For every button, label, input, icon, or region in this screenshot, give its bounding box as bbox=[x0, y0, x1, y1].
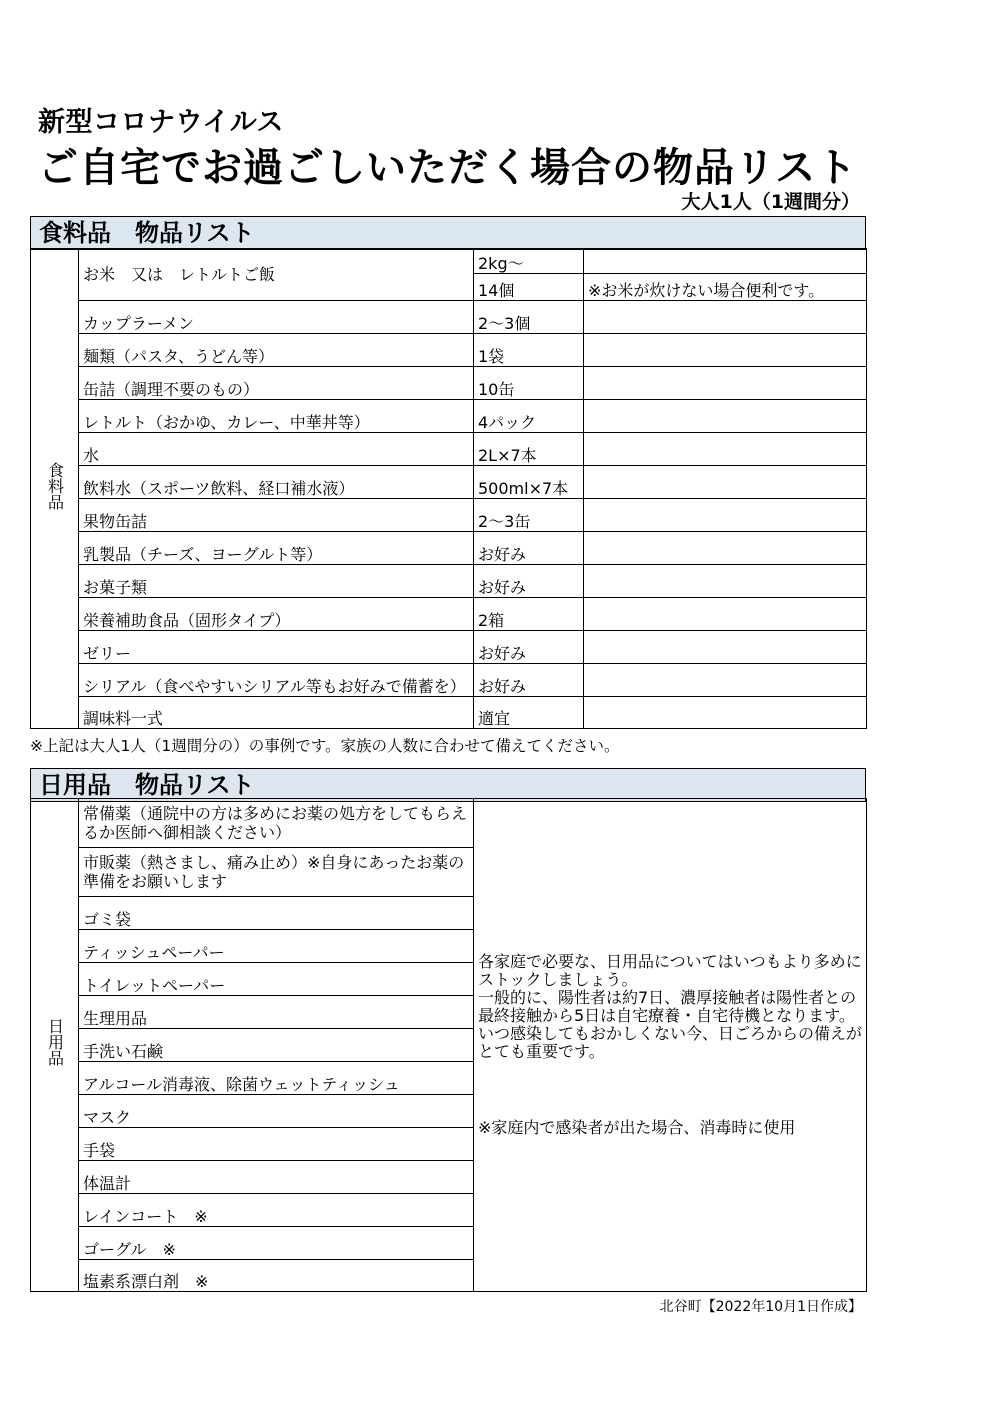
food-category-label bbox=[31, 249, 79, 729]
food-item-note bbox=[584, 301, 867, 334]
daily-category-text: 日用品 bbox=[45, 1018, 65, 1066]
food-item-qty: 14個 bbox=[474, 274, 584, 301]
food-item-name: 栄養補助食品（固形タイプ） bbox=[79, 598, 474, 631]
daily-shared-note bbox=[474, 799, 867, 1292]
food-item-note bbox=[584, 367, 867, 400]
food-item-qty: お好み bbox=[474, 532, 584, 565]
daily-category-label bbox=[31, 799, 79, 1292]
food-item-name: 麺類（パスタ、うどん等） bbox=[79, 334, 474, 367]
food-item-note bbox=[584, 631, 867, 664]
food-footnote: ※上記は大人1人（1週間分の）の事例です。家族の人数に合わせて備えてください。 bbox=[30, 737, 620, 755]
daily-item-name: レインコート ※ bbox=[79, 1194, 474, 1227]
food-item-qty: 2箱 bbox=[474, 598, 584, 631]
food-item-qty: 10缶 bbox=[474, 367, 584, 400]
food-item-qty: 1袋 bbox=[474, 334, 584, 367]
daily-item-name: 市販薬（熱さまし、痛み止め）※自身にあったお薬の準備をお願いします bbox=[79, 848, 474, 897]
food-item-name: カップラーメン bbox=[79, 301, 474, 334]
food-item-qty: 2L×7本 bbox=[474, 433, 584, 466]
food-item-name: ゼリー bbox=[79, 631, 474, 664]
daily-note-line: 一般的に、陽性者は約7日、濃厚接触者は陽性者との最終接触から5日は自宅療養・自宅待機となります。いつ感染してもおかしくない今、日ごろからの備えがとても重要です。 bbox=[478, 988, 863, 1061]
food-item-name: シリアル（食べやすいシリアル等もお好みで備蓄を） bbox=[79, 664, 474, 697]
food-section-heading: 食料品 物品リスト bbox=[30, 216, 866, 250]
daily-item-name: 塩素系漂白剤 ※ bbox=[79, 1260, 474, 1292]
daily-item-name: アルコール消毒液、除菌ウェットティッシュ bbox=[79, 1062, 474, 1095]
food-item-name: 飲料水（スポーツ飲料、経口補水液） bbox=[79, 466, 474, 499]
food-item-note bbox=[584, 249, 867, 274]
food-item-name: お菓子類 bbox=[79, 565, 474, 598]
daily-item-name: 体温計 bbox=[79, 1161, 474, 1194]
food-item-name: 水 bbox=[79, 433, 474, 466]
food-item-qty: 2～3缶 bbox=[474, 499, 584, 532]
food-item-note bbox=[584, 598, 867, 631]
daily-table bbox=[30, 798, 867, 1292]
food-item-name: 缶詰（調理不要のもの） bbox=[79, 367, 474, 400]
document-title: ご自宅でお過ごしいただく場合の物品リスト bbox=[38, 145, 858, 191]
food-item-note bbox=[584, 532, 867, 565]
daily-item-name: 常備薬（通院中の方は多めにお薬の処方をしてもらえるか医師へ御相談ください） bbox=[79, 799, 474, 848]
quantity-scope: 大人1人（1週間分） bbox=[681, 191, 860, 213]
food-item-note bbox=[584, 466, 867, 499]
food-item-qty: お好み bbox=[474, 565, 584, 598]
food-item-note: ※お米が炊けない場合便利です。 bbox=[584, 274, 867, 301]
food-item-qty: 適宜 bbox=[474, 697, 584, 729]
daily-item-name: 生理用品 bbox=[79, 996, 474, 1029]
food-item-note bbox=[584, 433, 867, 466]
food-item-note bbox=[584, 400, 867, 433]
food-item-name: お米 又は レトルトご飯 bbox=[79, 249, 474, 301]
food-item-name: 乳製品（チーズ、ヨーグルト等） bbox=[79, 532, 474, 565]
daily-item-name: マスク bbox=[79, 1095, 474, 1128]
food-item-qty: 4パック bbox=[474, 400, 584, 433]
food-item-qty: 2kg～ bbox=[474, 249, 584, 274]
daily-item-name: ゴーグル ※ bbox=[79, 1227, 474, 1260]
food-item-note bbox=[584, 697, 867, 729]
food-item-name: レトルト（おかゆ、カレー、中華丼等） bbox=[79, 400, 474, 433]
food-item-qty: お好み bbox=[474, 664, 584, 697]
food-item-qty: お好み bbox=[474, 631, 584, 664]
food-item-qty: 500ml×7本 bbox=[474, 466, 584, 499]
daily-item-name: 手洗い石鹸 bbox=[79, 1029, 474, 1062]
daily-item-name: ゴミ袋 bbox=[79, 897, 474, 930]
food-item-name: 果物缶詰 bbox=[79, 499, 474, 532]
daily-item-name: ティッシュペーパー bbox=[79, 930, 474, 963]
food-item-note bbox=[584, 565, 867, 598]
food-item-note bbox=[584, 664, 867, 697]
document-subtitle: 新型コロナウイルス bbox=[38, 107, 284, 138]
daily-section-heading: 日用品 物品リスト bbox=[30, 768, 866, 802]
daily-note-line: 各家庭で必要な、日用品についてはいつもより多めにストックしましょう。 bbox=[478, 952, 862, 989]
daily-item-name: トイレットペーパー bbox=[79, 963, 474, 996]
footer-credit: 北谷町【2022年10月1日作成】 bbox=[659, 1299, 862, 1315]
food-item-name: 調味料一式 bbox=[79, 697, 474, 729]
food-item-note bbox=[584, 334, 867, 367]
food-item-note bbox=[584, 499, 867, 532]
daily-note-line: ※家庭内で感染者が出た場合、消毒時に使用 bbox=[478, 1118, 796, 1137]
food-table bbox=[30, 248, 867, 729]
food-item-qty: 2～3個 bbox=[474, 301, 584, 334]
food-category-text: 食料品 bbox=[45, 461, 65, 510]
daily-item-name: 手袋 bbox=[79, 1128, 474, 1161]
